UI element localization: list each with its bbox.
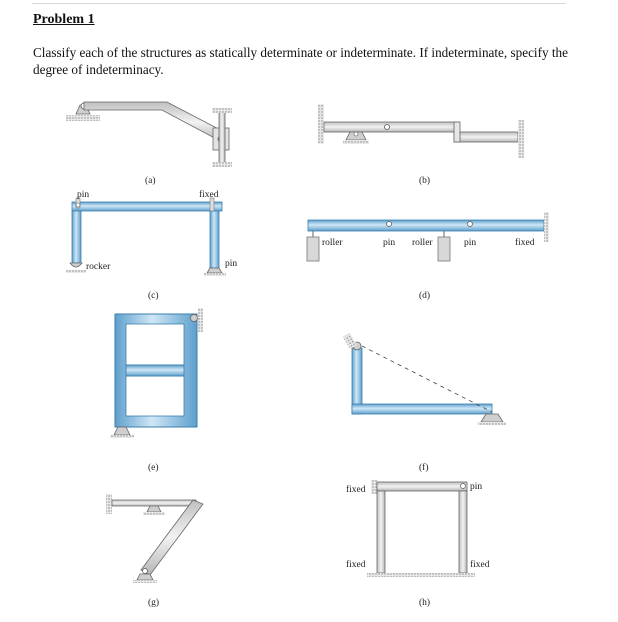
label-h-fixed-top-left: fixed — [346, 485, 366, 495]
figure-f — [343, 333, 506, 425]
caption-d: (d) — [419, 291, 431, 301]
figure-b — [318, 104, 524, 158]
figure-h — [367, 480, 475, 577]
figure-e — [110, 308, 203, 438]
problem-statement: Classify each of the structures as statically determinate or indeterminate. If indeterminate, specify the degree of indeterminacy. — [33, 45, 568, 77]
caption-e: (e) — [148, 463, 159, 473]
label-d-roller-1: roller — [322, 238, 343, 248]
label-h-fixed-bottom-left: fixed — [346, 560, 366, 570]
caption-h: (h) — [419, 598, 431, 608]
label-d-fixed: fixed — [515, 238, 535, 248]
label-d-pin-2: pin — [464, 238, 477, 248]
label-h-fixed-bottom-right: fixed — [470, 560, 490, 570]
caption-f: (f) — [419, 463, 429, 473]
label-c-fixed: fixed — [199, 190, 219, 200]
label-d-pin-1: pin — [383, 238, 396, 248]
figure-a — [66, 102, 232, 167]
label-c-pin: pin — [77, 190, 90, 200]
caption-b: (b) — [419, 176, 431, 186]
figure-d — [307, 212, 549, 261]
caption-c: (c) — [148, 291, 159, 301]
figure-g — [106, 494, 203, 583]
caption-g: (g) — [148, 598, 160, 608]
label-c-rocker: rocker — [86, 262, 111, 272]
label-d-roller-2: roller — [412, 238, 433, 248]
problem-title: Problem 1 — [33, 12, 95, 27]
label-c-pin-bottom: pin — [225, 259, 238, 269]
caption-a: (a) — [145, 176, 156, 186]
label-h-pin-top-right: pin — [470, 482, 483, 492]
